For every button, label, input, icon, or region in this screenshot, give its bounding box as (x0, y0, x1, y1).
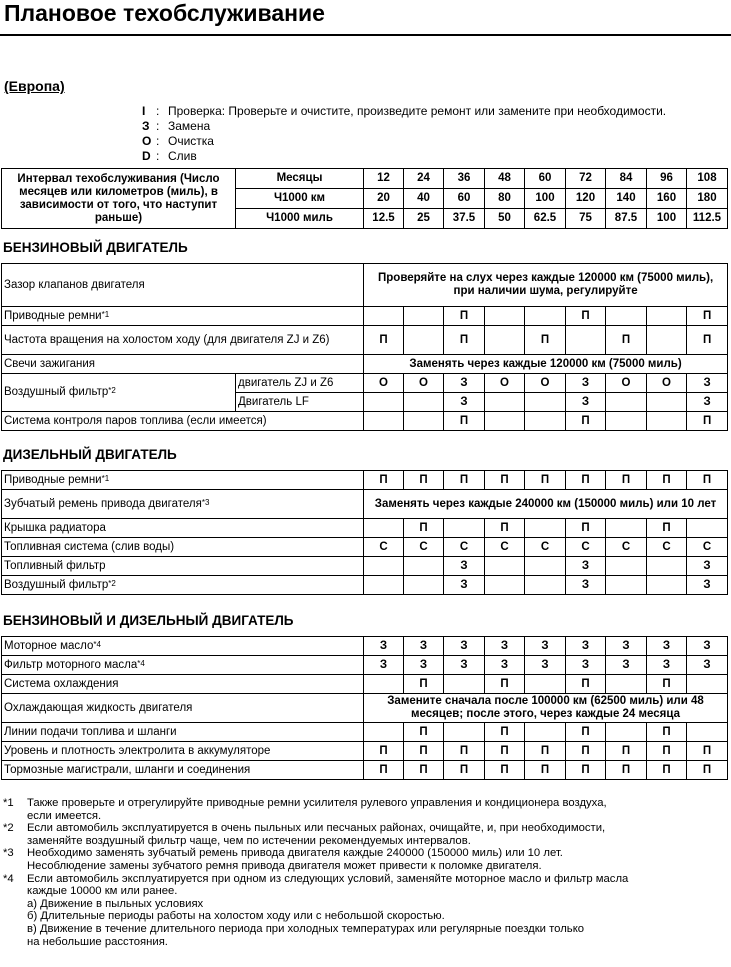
schedule-cell: З (444, 393, 485, 412)
item-label-text: Линии подачи топлива и шланги (4, 725, 177, 738)
schedule-span: Проверяйте на слух через каждые 120000 км (75000 миль), при наличии шума, регулируйте (364, 264, 728, 307)
legend-key: З (142, 119, 150, 133)
schedule-cell: З (485, 637, 525, 656)
schedule-cell (364, 723, 404, 742)
schedule-cell (364, 393, 404, 412)
item-label (2, 538, 364, 557)
schedule-row (2, 355, 728, 374)
region-label: (Европа) (4, 78, 65, 94)
schedule-cell: З (404, 637, 444, 656)
schedule-cell (647, 307, 687, 326)
title-divider (0, 34, 731, 36)
schedule-cell (364, 412, 404, 431)
schedule-row (2, 761, 728, 780)
schedule-cell (525, 576, 566, 595)
schedule-cell (404, 307, 444, 326)
interval-value: 140 (606, 189, 647, 209)
schedule-cell: П (404, 723, 444, 742)
interval-value: 100 (525, 189, 566, 209)
schedule-cell: С (404, 538, 444, 557)
footnote-line: Необходимо заменять зубчатый ремень привода двигателя каждые 240000 (150000 миль) или 10 лет. (27, 847, 563, 860)
schedule-cell: П (606, 326, 647, 355)
item-label (2, 326, 364, 355)
schedule-cell (525, 307, 566, 326)
schedule-cell: П (687, 471, 728, 490)
footnote-line: Также проверьте и отрегулируйте приводные ремни усилителя рулевого управления и кондиционера воздуха, (27, 797, 607, 809)
schedule-cell: П (444, 412, 485, 431)
schedule-span: Замените сначала после 100000 км (62500 миль) или 48 месяцев; после этого, через каждые 24 месяца (364, 694, 728, 723)
schedule-cell: П (485, 519, 525, 538)
footnote (3, 822, 728, 847)
interval-value: 120 (566, 189, 606, 209)
schedule-cell (485, 326, 525, 355)
footnote (3, 797, 728, 822)
schedule-cell (485, 557, 525, 576)
schedule-cell: З (566, 656, 606, 675)
legend-row (142, 119, 666, 134)
schedule-cell (647, 412, 687, 431)
interval-value: 24 (404, 169, 444, 189)
schedule-cell (444, 675, 485, 694)
item-label (2, 374, 236, 412)
schedule-cell (566, 326, 606, 355)
schedule-cell: П (485, 471, 525, 490)
schedule-cell: З (566, 576, 606, 595)
interval-value: 108 (687, 169, 728, 189)
legend-separator: : (156, 104, 160, 118)
legend-key: I (142, 104, 146, 118)
footnote-mark: *2 (108, 386, 116, 395)
footnote-line: б) Длительные периоды работы на холостом ходу или с небольшой скоростью. (27, 910, 445, 923)
schedule-cell: З (566, 393, 606, 412)
section-heading-both: БЕНЗИНОВЫЙ И ДИЗЕЛЬНЫЙ ДВИГАТЕЛЬ (3, 613, 294, 628)
schedule-cell (606, 557, 647, 576)
schedule-cell: П (404, 519, 444, 538)
item-label (2, 412, 364, 431)
schedule-cell: З (444, 637, 485, 656)
legend-row (142, 134, 666, 149)
footnote-mark: *1 (3, 797, 14, 809)
interval-value: 96 (647, 169, 687, 189)
schedule-cell: З (687, 637, 728, 656)
interval-unit: Месяцы (236, 169, 364, 189)
schedule-row (2, 471, 728, 490)
schedule-cell (606, 393, 647, 412)
interval-label: Интервал техобслуживания (Число месяцев или километров (миль), в зависимости от того, что наступит раньше) (2, 169, 236, 229)
schedule-cell: П (525, 761, 566, 780)
footnote-line: в) Движение в течение длительного периода при холодных температурах или регулярные поездки только (27, 922, 585, 935)
schedule-cell: П (485, 742, 525, 761)
schedule-cell: З (647, 637, 687, 656)
schedule-cell: З (566, 374, 606, 393)
legend-separator: : (156, 134, 160, 148)
schedule-cell: П (687, 326, 728, 355)
item-label (2, 675, 364, 694)
section-heading-petrol: БЕНЗИНОВЫЙ ДВИГАТЕЛЬ (3, 240, 188, 255)
schedule-row (2, 374, 728, 393)
item-label-text: Воздушный фильтр (4, 386, 109, 398)
schedule-cell (404, 326, 444, 355)
interval-value: 40 (404, 189, 444, 209)
schedule-cell: П (485, 761, 525, 780)
schedule-cell: П (647, 742, 687, 761)
schedule-cell (444, 519, 485, 538)
schedule-cell (606, 576, 647, 595)
footnote-line: на небольшие расстояния. (27, 935, 168, 948)
interval-value: 12 (364, 169, 404, 189)
item-label-text: Зубчатый ремень привода двигателя (4, 497, 202, 510)
schedule-cell (606, 519, 647, 538)
both-table (1, 636, 728, 780)
item-label (2, 557, 364, 576)
item-label-text: Фильтр моторного масла (4, 658, 138, 671)
item-label-text: Приводные ремни (4, 309, 102, 322)
footnote (3, 873, 728, 949)
schedule-cell (485, 412, 525, 431)
item-label (2, 576, 364, 595)
schedule-cell (444, 723, 485, 742)
interval-value: 87.5 (606, 209, 647, 229)
item-label-text: Уровень и плотность электролита в аккумуляторе (4, 744, 271, 757)
footnote-body (27, 797, 607, 822)
interval-unit: Ч1000 км (236, 189, 364, 209)
legend-text: Слив (168, 149, 197, 163)
schedule-cell: С (647, 538, 687, 557)
interval-value: 60 (444, 189, 485, 209)
item-label (2, 694, 364, 723)
interval-unit: Ч1000 миль (236, 209, 364, 229)
interval-value: 84 (606, 169, 647, 189)
schedule-cell: П (444, 471, 485, 490)
schedule-cell: П (404, 742, 444, 761)
schedule-cell: П (647, 519, 687, 538)
interval-table (1, 168, 728, 229)
footnote-mark: *3 (3, 847, 14, 860)
schedule-cell: П (566, 412, 606, 431)
item-label (2, 656, 364, 675)
schedule-cell: С (606, 538, 647, 557)
item-label-text: Система охлаждения (4, 677, 119, 690)
schedule-cell (485, 307, 525, 326)
interval-value: 37.5 (444, 209, 485, 229)
schedule-row (2, 656, 728, 675)
item-label-text: Тормозные магистрали, шланги и соединения (4, 763, 251, 776)
footnote-line: а) Движение в пыльных условиях (27, 897, 204, 910)
schedule-row (2, 637, 728, 656)
footnote-line: каждые 10000 км или ранее. (27, 885, 178, 898)
footnote-body (27, 873, 628, 949)
schedule-cell (647, 393, 687, 412)
legend-text: Очистка (168, 134, 214, 148)
schedule-cell (364, 557, 404, 576)
footnote-body (27, 822, 605, 847)
schedule-cell: П (647, 723, 687, 742)
legend-row (142, 149, 666, 164)
schedule-cell: П (404, 675, 444, 694)
schedule-cell: О (364, 374, 404, 393)
schedule-cell (525, 519, 566, 538)
footnote-line: Если автомобиль эксплуатируется в очень пыльных или песчаных районах, очищайте, и, при необходимости, (27, 822, 606, 835)
schedule-cell: П (444, 326, 485, 355)
legend-key: О (142, 134, 152, 148)
schedule-cell: П (444, 761, 485, 780)
schedule-cell (525, 412, 566, 431)
interval-value: 50 (485, 209, 525, 229)
interval-value: 25 (404, 209, 444, 229)
interval-value: 80 (485, 189, 525, 209)
schedule-cell: П (485, 723, 525, 742)
footnote-line: Если автомобиль эксплуатируется при одном из следующих условий, заменяйте моторное масло и фильтр масла (27, 872, 629, 885)
footnote-mark: *4 (137, 658, 145, 668)
footnote-line: Несоблюдение замены зубчатого ремня привода двигателя может привести к поломке двигателя. (27, 859, 542, 872)
schedule-cell (647, 326, 687, 355)
schedule-cell: П (687, 412, 728, 431)
schedule-cell: С (444, 538, 485, 557)
item-label-text: Зазор клапанов двигателя (4, 278, 145, 291)
item-label-text: Крышка радиатора (4, 521, 106, 534)
schedule-cell (364, 519, 404, 538)
schedule-cell: З (687, 374, 728, 393)
schedule-cell: О (485, 374, 525, 393)
diesel-table (1, 470, 728, 595)
footnote-mark: *3 (201, 497, 210, 507)
footnote (3, 847, 728, 872)
legend (142, 104, 666, 164)
interval-value: 20 (364, 189, 404, 209)
petrol-table (1, 263, 728, 431)
schedule-row (2, 694, 728, 723)
schedule-cell (364, 675, 404, 694)
schedule-cell: П (566, 519, 606, 538)
item-label-text: Топливный фильтр (4, 559, 106, 572)
page-title: Плановое техобслуживание (4, 0, 325, 26)
item-label (2, 723, 364, 742)
item-label (2, 742, 364, 761)
footnote-mark: *1 (101, 473, 110, 483)
item-label-text: Частота вращения на холостом ходу (для двигателя ZJ и Z6) (4, 333, 330, 346)
schedule-cell: З (687, 576, 728, 595)
schedule-cell: С (364, 538, 404, 557)
footnote-body (27, 847, 563, 872)
schedule-cell (687, 675, 728, 694)
schedule-cell (404, 576, 444, 595)
schedule-cell: П (647, 761, 687, 780)
schedule-cell: С (485, 538, 525, 557)
schedule-cell: П (364, 471, 404, 490)
schedule-cell: С (566, 538, 606, 557)
footnote-mark: *1 (101, 309, 110, 319)
item-label-text: Система контроля паров топлива (если имеется) (4, 414, 267, 427)
footnote-line: если имеется. (27, 809, 102, 822)
schedule-cell: П (606, 742, 647, 761)
item-sublabel: Двигатель LF (236, 393, 364, 412)
schedule-row (2, 538, 728, 557)
schedule-cell: П (566, 471, 606, 490)
item-label (2, 637, 364, 656)
schedule-row (2, 519, 728, 538)
schedule-cell (525, 723, 566, 742)
item-label (2, 471, 364, 490)
schedule-cell: З (606, 637, 647, 656)
interval-value: 180 (687, 189, 728, 209)
item-label-text: Воздушный фильтр (4, 578, 109, 591)
schedule-cell: З (566, 637, 606, 656)
schedule-cell: П (404, 471, 444, 490)
schedule-cell (606, 675, 647, 694)
interval-value: 62.5 (525, 209, 566, 229)
interval-row (2, 169, 728, 189)
interval-value: 48 (485, 169, 525, 189)
schedule-cell: З (566, 557, 606, 576)
item-label (2, 490, 364, 519)
schedule-row (2, 675, 728, 694)
section-heading-diesel: ДИЗЕЛЬНЫЙ ДВИГАТЕЛЬ (3, 447, 177, 462)
schedule-cell: З (444, 374, 485, 393)
schedule-row (2, 412, 728, 431)
schedule-cell (404, 557, 444, 576)
schedule-cell: З (404, 656, 444, 675)
item-label (2, 355, 364, 374)
schedule-cell (364, 576, 404, 595)
interval-value: 160 (647, 189, 687, 209)
schedule-cell: П (525, 326, 566, 355)
schedule-cell: П (364, 742, 404, 761)
schedule-cell: П (566, 675, 606, 694)
schedule-cell: О (404, 374, 444, 393)
item-label (2, 307, 364, 326)
schedule-cell: П (525, 742, 566, 761)
schedule-cell: П (364, 326, 404, 355)
footnote-mark: *4 (3, 872, 14, 885)
schedule-cell (404, 393, 444, 412)
schedule-cell: П (647, 471, 687, 490)
schedule-cell: П (444, 307, 485, 326)
legend-text: Проверка: Проверьте и очистите, произведите ремонт или замените при необходимости. (168, 104, 667, 118)
schedule-cell: П (485, 675, 525, 694)
item-label-text: Охлаждающая жидкость двигателя (4, 701, 193, 714)
legend-text: Замена (168, 119, 211, 133)
item-label (2, 519, 364, 538)
item-label-text: Свечи зажигания (4, 357, 96, 370)
schedule-cell: З (525, 656, 566, 675)
interval-value: 12.5 (364, 209, 404, 229)
schedule-cell: С (687, 538, 728, 557)
schedule-cell: З (687, 656, 728, 675)
schedule-cell (525, 393, 566, 412)
schedule-row (2, 742, 728, 761)
legend-key: D (142, 149, 151, 163)
schedule-cell: З (444, 656, 485, 675)
schedule-cell (606, 412, 647, 431)
schedule-cell: П (687, 761, 728, 780)
interval-value: 112.5 (687, 209, 728, 229)
footnote-mark: *2 (3, 822, 14, 835)
item-label-text: Приводные ремни (4, 473, 102, 486)
schedule-cell: З (687, 557, 728, 576)
footnote-line: заменяйте воздушный фильтр чаще, чем по истечении рекомендуемых интервалов. (27, 834, 471, 847)
schedule-cell: О (606, 374, 647, 393)
schedule-cell: П (647, 675, 687, 694)
schedule-cell: З (485, 656, 525, 675)
schedule-cell (525, 675, 566, 694)
schedule-cell: П (364, 761, 404, 780)
schedule-cell (647, 557, 687, 576)
schedule-cell: С (525, 538, 566, 557)
interval-value: 100 (647, 209, 687, 229)
schedule-cell: З (364, 637, 404, 656)
item-label (2, 264, 364, 307)
schedule-cell (485, 393, 525, 412)
schedule-cell: П (566, 761, 606, 780)
footnote-mark: *4 (93, 639, 101, 649)
interval-value: 60 (525, 169, 566, 189)
footnotes (3, 797, 728, 948)
item-label-text: Топливная система (слив воды) (4, 540, 175, 553)
schedule-row (2, 264, 728, 307)
schedule-cell: З (364, 656, 404, 675)
schedule-cell: З (687, 393, 728, 412)
schedule-cell (687, 519, 728, 538)
schedule-cell: П (404, 761, 444, 780)
schedule-cell: П (444, 742, 485, 761)
schedule-row (2, 576, 728, 595)
schedule-cell: З (444, 557, 485, 576)
schedule-cell: П (606, 471, 647, 490)
schedule-cell: З (647, 656, 687, 675)
schedule-row (2, 557, 728, 576)
schedule-cell: П (566, 307, 606, 326)
footnote-mark: *2 (108, 578, 116, 588)
interval-value: 72 (566, 169, 606, 189)
schedule-row (2, 307, 728, 326)
item-label (2, 761, 364, 780)
schedule-row (2, 723, 728, 742)
schedule-cell (485, 576, 525, 595)
interval-value: 36 (444, 169, 485, 189)
schedule-cell: О (525, 374, 566, 393)
schedule-cell: З (444, 576, 485, 595)
interval-value: 75 (566, 209, 606, 229)
schedule-cell (404, 412, 444, 431)
schedule-cell (525, 557, 566, 576)
schedule-cell: П (525, 471, 566, 490)
schedule-row (2, 490, 728, 519)
legend-separator: : (156, 119, 160, 133)
schedule-cell (606, 723, 647, 742)
schedule-row (2, 326, 728, 355)
schedule-cell: П (606, 761, 647, 780)
schedule-cell (647, 576, 687, 595)
item-sublabel: двигатель ZJ и Z6 (236, 374, 364, 393)
schedule-cell (606, 307, 647, 326)
schedule-cell: О (647, 374, 687, 393)
schedule-cell (687, 723, 728, 742)
schedule-cell: З (606, 656, 647, 675)
item-label-text: Моторное масло (4, 639, 94, 652)
schedule-cell: П (566, 742, 606, 761)
legend-row (142, 104, 666, 119)
schedule-span: Заменять через каждые 120000 км (75000 миль) (364, 355, 728, 374)
schedule-cell: П (687, 307, 728, 326)
schedule-cell (364, 307, 404, 326)
schedule-cell: З (525, 637, 566, 656)
schedule-cell: П (687, 742, 728, 761)
schedule-cell: П (566, 723, 606, 742)
schedule-span: Заменять через каждые 240000 км (150000 миль) или 10 лет (364, 490, 728, 519)
legend-separator: : (156, 149, 160, 163)
